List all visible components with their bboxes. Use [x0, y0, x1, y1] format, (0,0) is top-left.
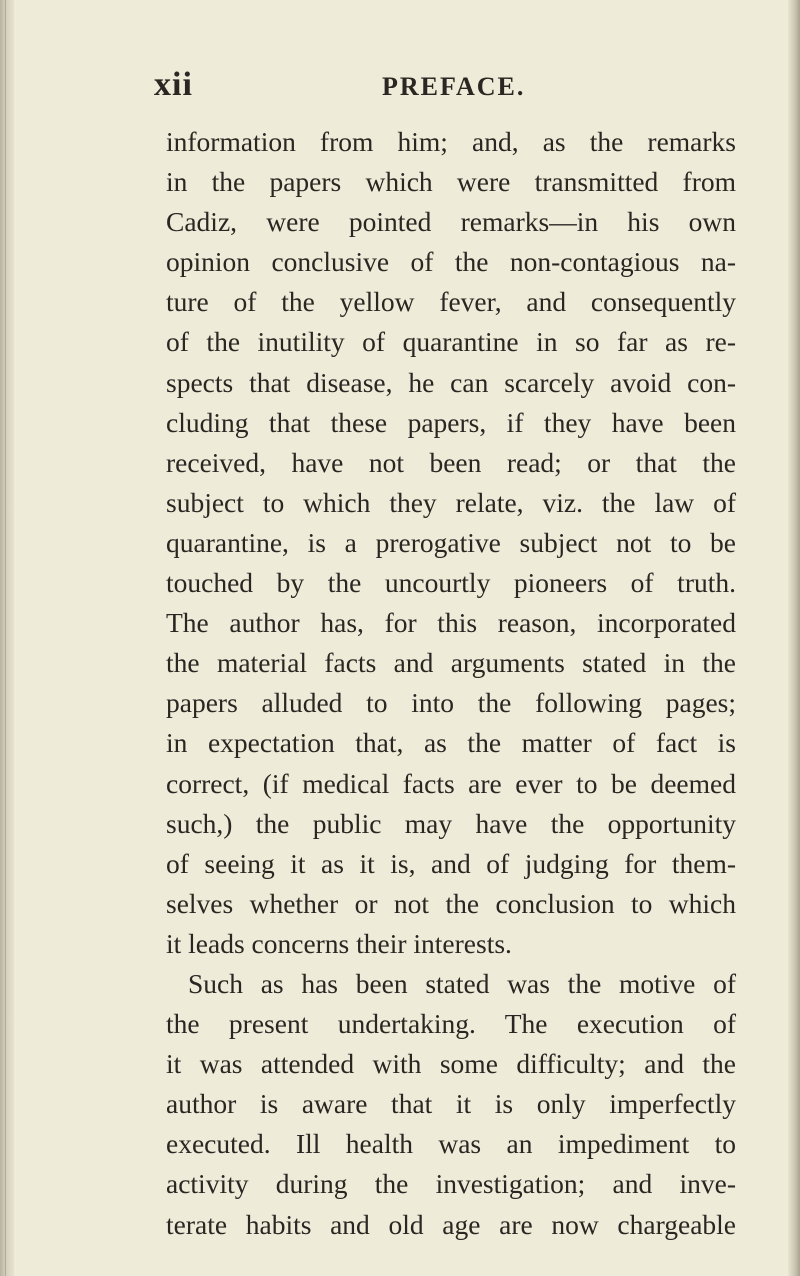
running-head-title: PREFACE. — [382, 72, 526, 101]
text-line: cluding that these papers, if they have been — [166, 406, 736, 438]
text-line: it was attended with some difficulty; and the — [166, 1048, 736, 1080]
text-line: in expectation that, as the matter of fact is — [166, 727, 736, 759]
text-line: selves whether or not the conclusion to which — [166, 887, 736, 919]
page-edge — [788, 0, 800, 1276]
text-line: Such as has been stated was the motive of — [188, 967, 736, 999]
text-line: ture of the yellow fever, and consequently — [166, 286, 736, 318]
text-line: executed. Ill health was an impediment to — [166, 1128, 736, 1160]
text-line: terate habits and old age are now chargeable — [166, 1208, 736, 1240]
text-line: The author has, for this reason, incorporated — [166, 607, 736, 639]
text-line: subject to which they relate, viz. the law of — [166, 486, 736, 518]
text-line: touched by the uncourtly pioneers of truth. — [166, 567, 736, 599]
body-text — [166, 122, 736, 1245]
text-line: in the papers which were transmitted from — [166, 166, 736, 198]
running-head — [14, 66, 788, 106]
text-line: Cadiz, were pointed remarks—in his own — [166, 206, 736, 238]
text-line: of the inutility of quarantine in so far as re- — [166, 326, 736, 358]
text-line: received, have not been read; or that the — [166, 446, 736, 478]
text-line: activity during the investigation; and inve- — [166, 1168, 736, 1200]
text-line: spects that disease, he can scarcely avoid con- — [166, 366, 736, 398]
text-line: opinion conclusive of the non-contagious na- — [166, 246, 736, 278]
text-line: papers alluded to into the following pages; — [166, 687, 736, 719]
text-line: the material facts and arguments stated in the — [166, 647, 736, 679]
text-line: such,) the public may have the opportunity — [166, 807, 736, 839]
binding-edge — [0, 0, 14, 1276]
text-line: information from him; and, as the remarks — [166, 126, 736, 157]
text-line: correct, (if medical facts are ever to be deemed — [166, 767, 736, 799]
text-line: author is aware that it is only imperfectly — [166, 1088, 736, 1120]
text-line: quarantine, is a prerogative subject not to be — [166, 526, 736, 558]
text-line: the present undertaking. The execution of — [166, 1008, 736, 1040]
text-line: of seeing it as it is, and of judging for them- — [166, 847, 736, 879]
book-page — [14, 0, 788, 1276]
page-number: xii — [154, 66, 193, 103]
text-line: it leads concerns their interests. — [166, 927, 512, 959]
